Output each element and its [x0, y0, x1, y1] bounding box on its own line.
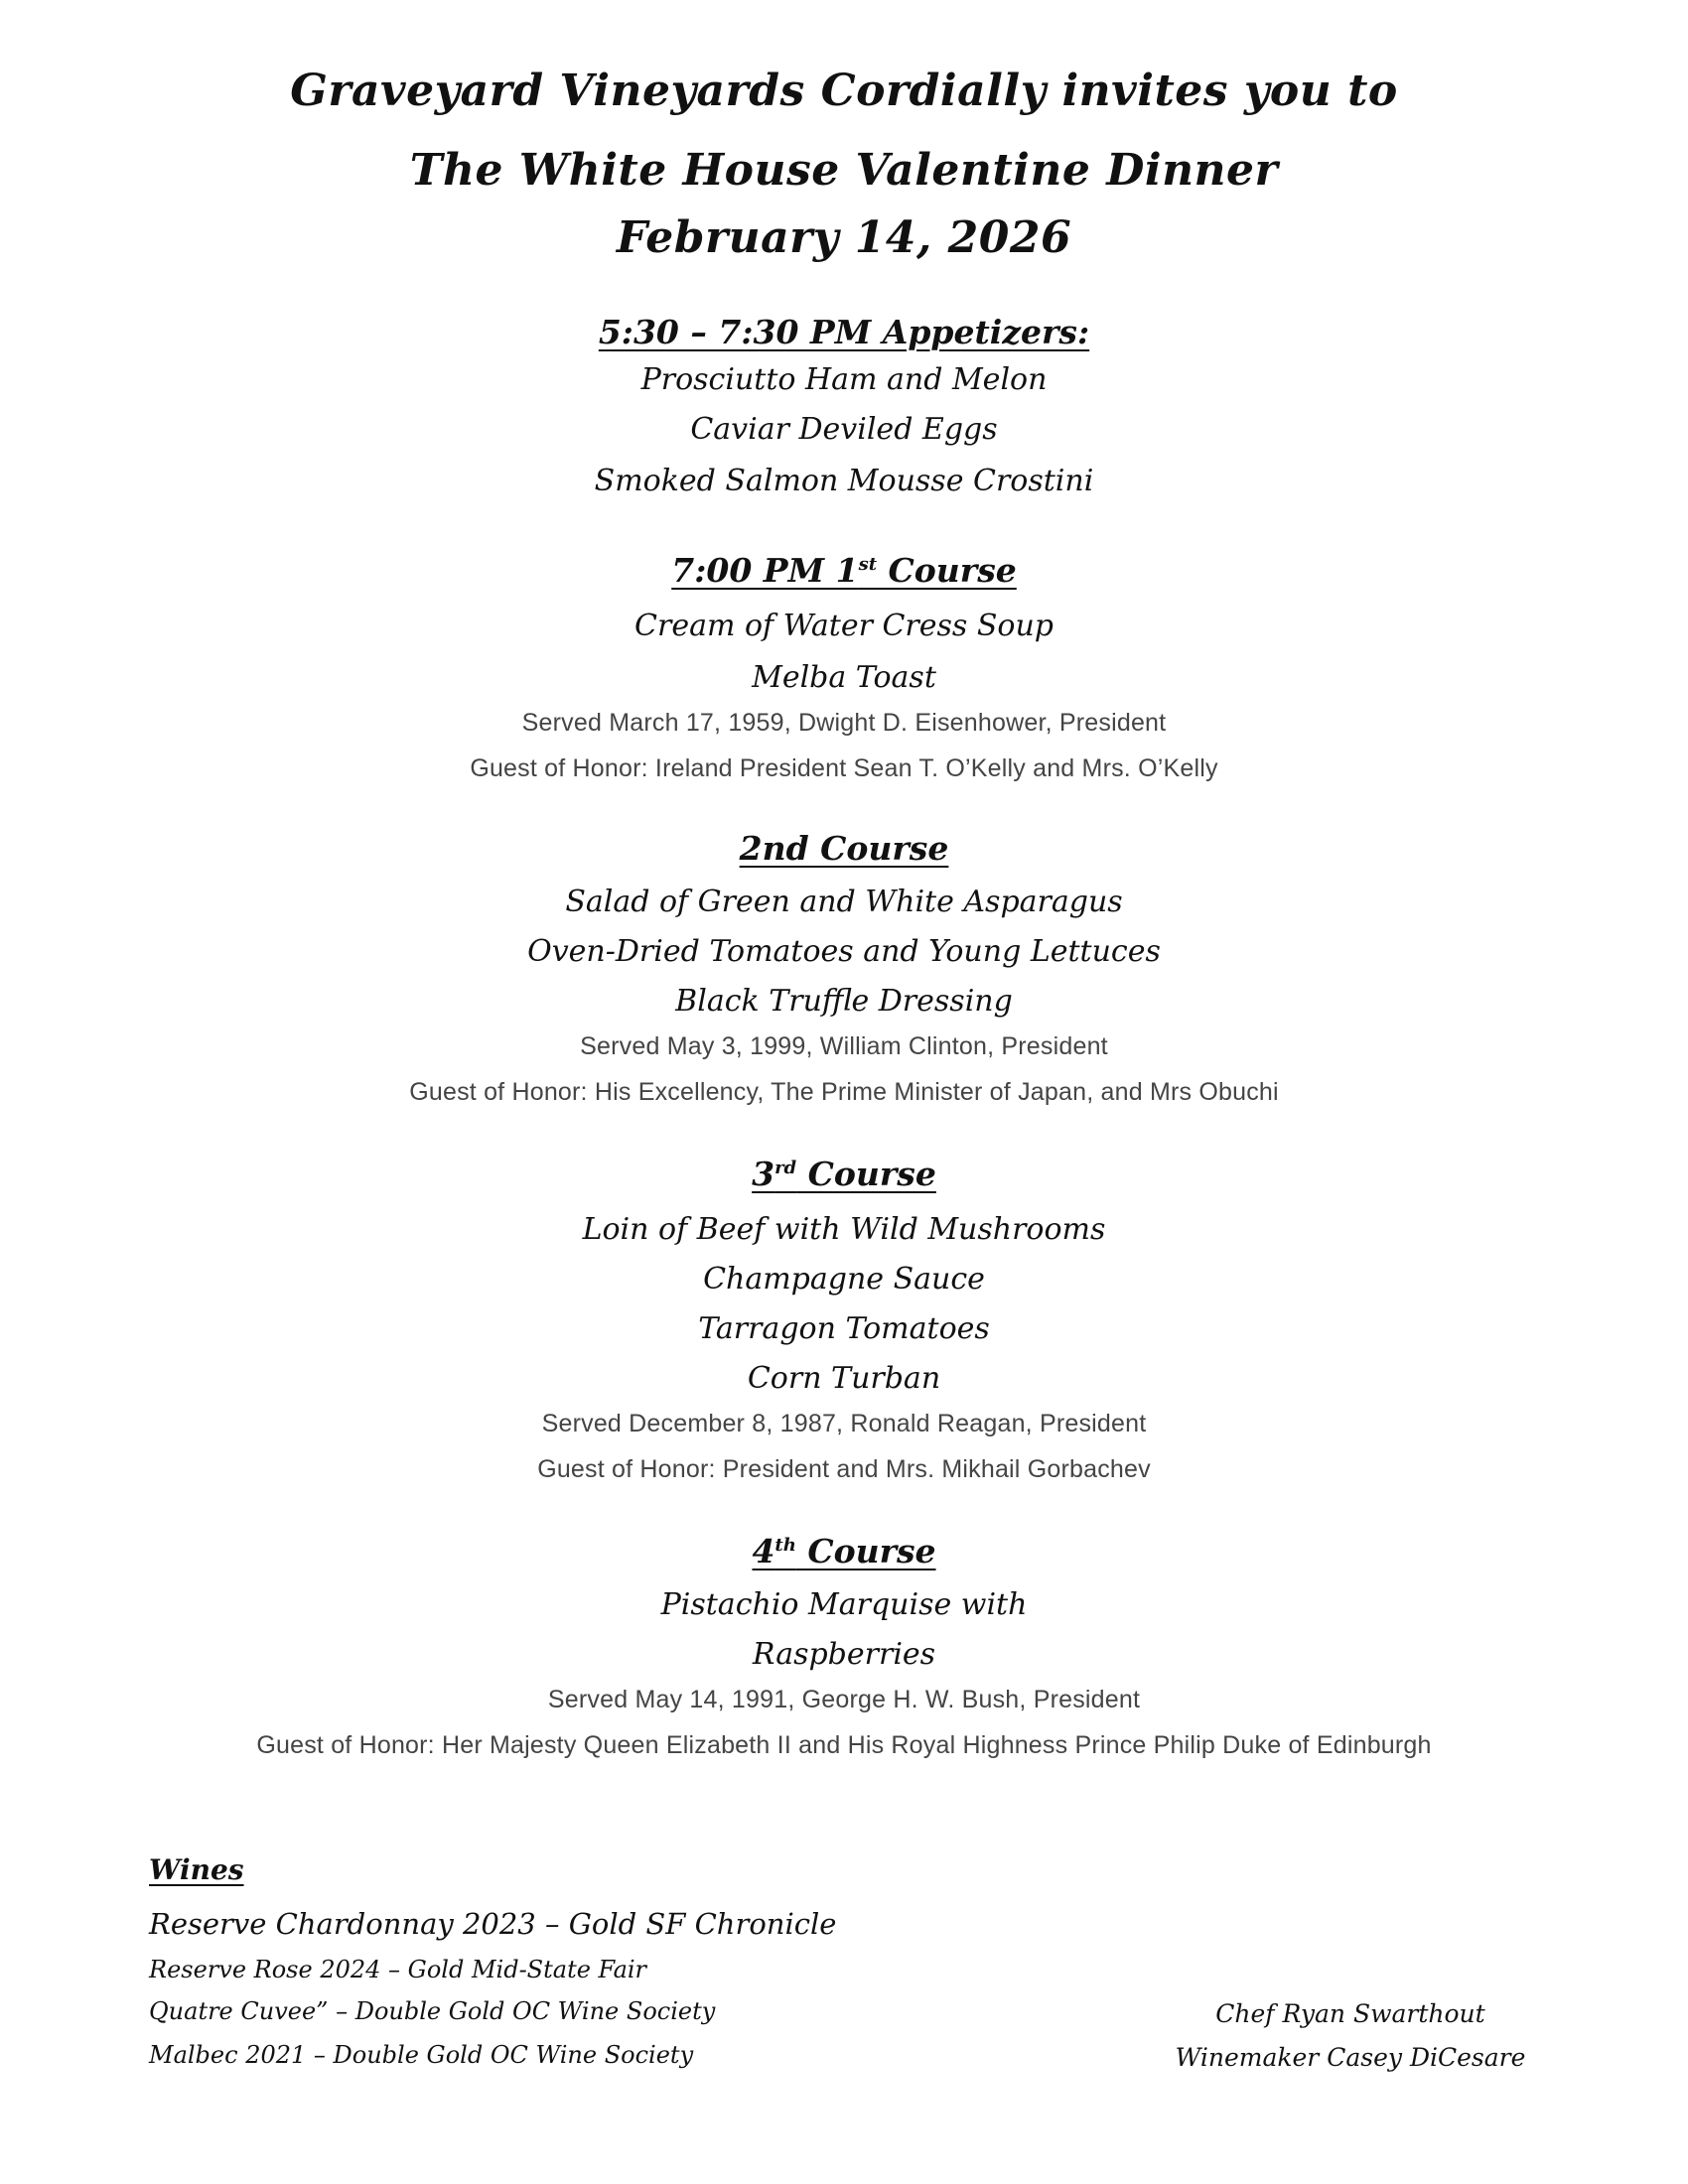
menu-item: Corn Turban	[747, 1361, 941, 1396]
wine-item: Reserve Rose 2024 – Gold Mid-State Fair	[149, 1956, 647, 1983]
menu-item: Salad of Green and White Asparagus	[565, 885, 1123, 919]
served-note: Served May 3, 1999, William Clinton, President	[580, 1032, 1108, 1060]
guest-note: Guest of Honor: President and Mrs. Mikhail Gorbachev	[537, 1455, 1151, 1483]
event-title: The White House Valentine Dinner	[409, 145, 1279, 196]
menu-item: Caviar Deviled Eggs	[690, 412, 998, 447]
served-note: Served December 8, 1987, Ronald Reagan, President	[541, 1410, 1147, 1437]
chef-credit: Chef Ryan Swarthout	[1215, 1999, 1485, 2028]
menu-item: Loin of Beef with Wild Mushrooms	[582, 1212, 1106, 1247]
menu-item: Black Truffle Dressing	[675, 984, 1013, 1019]
menu-item: Prosciutto Ham and Melon	[640, 362, 1048, 397]
served-note: Served March 17, 1959, Dwight D. Eisenhower, President	[521, 709, 1167, 737]
menu-item: Tarragon Tomatoes	[698, 1311, 990, 1346]
winemaker-credit: Winemaker Casey DiCesare	[1175, 2043, 1526, 2072]
event-date: February 14, 2026	[616, 212, 1072, 263]
guest-note: Guest of Honor: His Excellency, The Prime Minister of Japan, and Mrs Obuchi	[409, 1078, 1279, 1106]
wine-item: Quatre Cuvee” – Double Gold OC Wine Society	[149, 1997, 716, 2025]
menu-item: Melba Toast	[752, 660, 936, 695]
course-3-heading: 3rd Course	[752, 1155, 936, 1193]
menu-item: Cream of Water Cress Soup	[634, 609, 1054, 643]
wine-item: Reserve Chardonnay 2023 – Gold SF Chronicle	[149, 1907, 837, 1941]
wines-heading: Wines	[149, 1853, 244, 1886]
guest-note: Guest of Honor: Ireland President Sean T. O’Kelly and Mrs. O’Kelly	[470, 754, 1218, 782]
wine-item: Malbec 2021 – Double Gold OC Wine Society	[149, 2041, 694, 2069]
course-2-heading: 2nd Course	[739, 829, 949, 868]
menu-item: Pistachio Marquise with	[660, 1587, 1028, 1622]
menu-item: Smoked Salmon Mousse Crostini	[594, 464, 1094, 498]
course-4-heading: 4th Course	[752, 1532, 936, 1570]
served-note: Served May 14, 1991, George H. W. Bush, President	[547, 1686, 1141, 1713]
course-1-heading: 7:00 PM 1st Course	[671, 551, 1017, 590]
guest-note: Guest of Honor: Her Majesty Queen Elizabeth II and His Royal Highness Prince Philip Duke of Edinburgh	[256, 1731, 1432, 1759]
invitation-line: Graveyard Vineyards Cordially invites you to	[290, 66, 1398, 116]
menu-item: Champagne Sauce	[703, 1262, 985, 1297]
menu-item: Oven-Dried Tomatoes and Young Lettuces	[527, 934, 1161, 969]
appetizers-heading: 5:30 – 7:30 PM Appetizers:	[598, 313, 1090, 351]
menu-item: Raspberries	[752, 1637, 936, 1672]
